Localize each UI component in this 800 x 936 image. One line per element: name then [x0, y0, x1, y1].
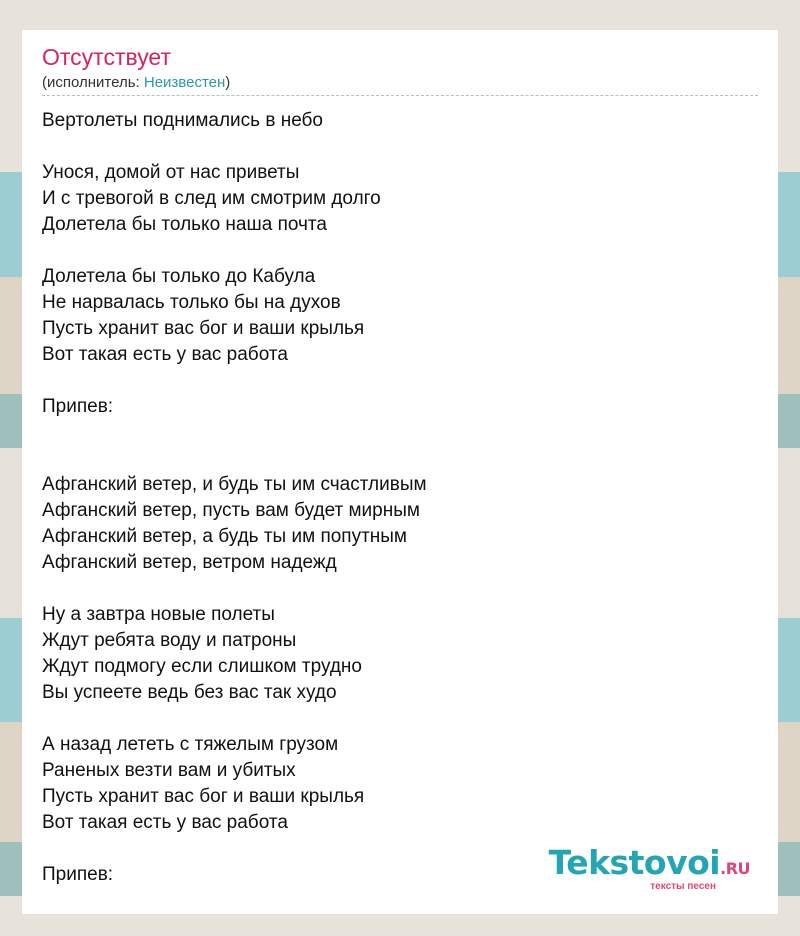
- logo-tagline: тексты песен: [650, 881, 716, 892]
- lyric-blank-line: [42, 576, 758, 602]
- lyric-line: Ждут подмогу если слишком трудно: [42, 656, 362, 677]
- lyric-line: Унося, домой от нас приветы: [42, 162, 300, 183]
- performer-link[interactable]: Неизвестен: [143, 74, 226, 91]
- lyric-line: Пусть хранит вас бог и ваши крылья: [42, 786, 365, 807]
- lyric-blank-line: [42, 134, 758, 160]
- logo-name: Tekstovoi: [548, 843, 721, 882]
- lyric-line: Ну а завтра новые полеты: [42, 604, 275, 625]
- lyric-line: Припев:: [42, 864, 114, 885]
- performer-suffix: ): [225, 74, 231, 91]
- lyrics-text: [42, 108, 758, 888]
- site-logo[interactable]: [549, 845, 750, 892]
- logo-domain: .RU: [720, 859, 750, 878]
- lyric-blank-line: [42, 420, 758, 446]
- lyric-line: Ждут ребята воду и патроны: [42, 630, 297, 651]
- lyric-blank-line: [42, 446, 758, 472]
- lyric-line: Афганский ветер, ветром надежд: [42, 552, 337, 573]
- lyric-line: Припев:: [42, 396, 114, 417]
- lyric-blank-line: [42, 238, 758, 264]
- lyric-line: Пусть хранит вас бог и ваши крылья: [42, 318, 365, 339]
- lyric-line: Раненых везти вам и убитых: [42, 760, 296, 781]
- song-title: Отсутствует: [42, 44, 171, 70]
- lyric-blank-line: [42, 706, 758, 732]
- lyric-line: Вот такая есть у вас работа: [42, 812, 288, 833]
- lyric-line: Вот такая есть у вас работа: [42, 344, 288, 365]
- lyric-line: Вы успеете ведь без вас так худо: [42, 682, 337, 703]
- lyric-line: А назад лететь с тяжелым грузом: [42, 734, 339, 755]
- performer-prefix: (исполнитель:: [42, 74, 144, 91]
- lyric-line: Не нарвалась только бы на духов: [42, 292, 341, 313]
- lyric-line: Долетела бы только до Кабула: [42, 266, 316, 287]
- lyric-line: Афганский ветер, и будь ты им счастливым: [42, 474, 427, 495]
- lyric-line: Долетела бы только наша почта: [42, 214, 327, 235]
- title-divider: [42, 95, 758, 96]
- lyric-blank-line: [42, 368, 758, 394]
- lyric-line: Вертолеты поднимались в небо: [42, 110, 323, 131]
- lyric-line: И с тревогой в след им смотрим долго: [42, 188, 381, 209]
- lyrics-card: [22, 30, 778, 914]
- lyric-line: Афганский ветер, пусть вам будет мирным: [42, 500, 420, 521]
- lyric-line: Афганский ветер, а будь ты им попутным: [42, 526, 407, 547]
- performer-line: [42, 73, 758, 93]
